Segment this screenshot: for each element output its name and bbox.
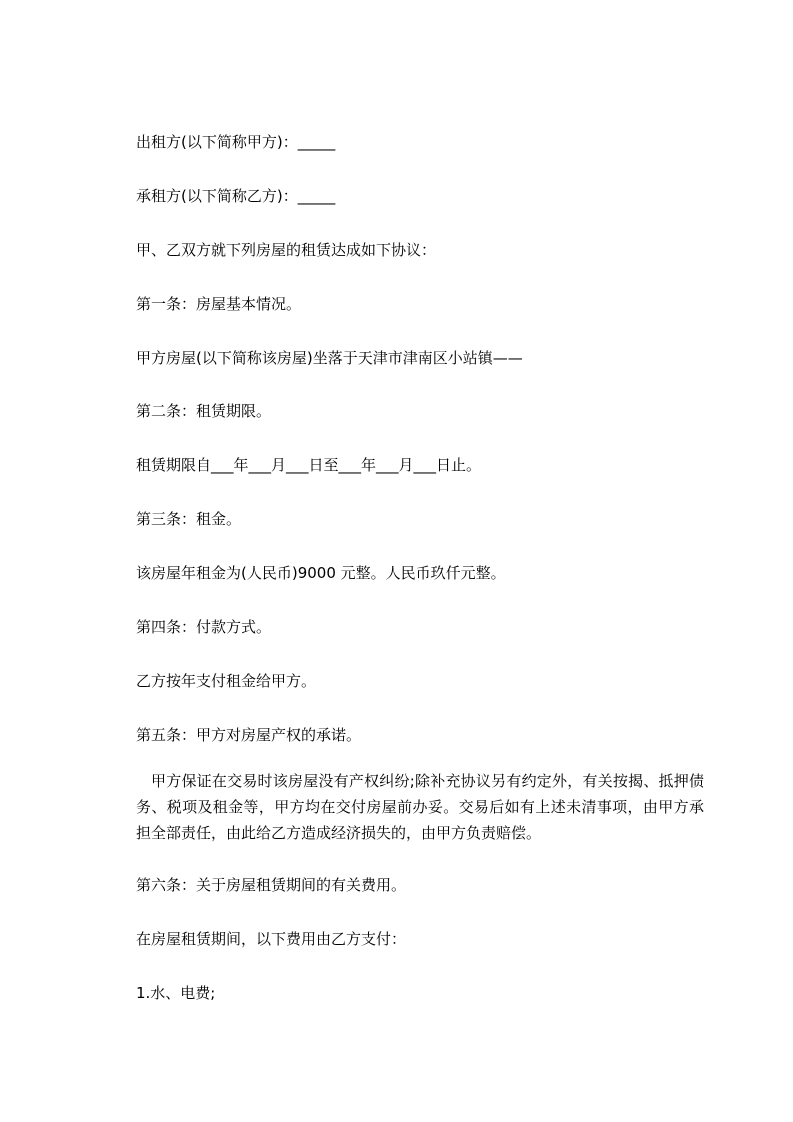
article-6-item-1: 1.水、电费; xyxy=(136,984,216,1002)
article-1-heading: 第一条：房屋基本情况。 xyxy=(136,295,302,313)
article-3-text: 该房屋年租金为(人民币)9000 元整。人民币玖仟元整。 xyxy=(136,564,506,582)
article-5-paragraph: 甲方保证在交易时该房屋没有产权纠纷;除补充协议另有约定外，有关按揭、抵押债务、税项及租金等，甲方均在交付房屋前办妥。交易后如有上述未清事项，由甲方承担全部责任，由此给乙方造成经济损失的，由甲方负责赔偿。 xyxy=(136,772,704,842)
article-6-heading: 第六条：关于房屋租赁期间的有关费用。 xyxy=(136,876,407,894)
lessee-line: 承租方(以下简称乙方)：_____ xyxy=(136,187,336,205)
article-2-heading: 第二条：租赁期限。 xyxy=(136,402,272,420)
article-1-text: 甲方房屋(以下简称该房屋)坐落于天津市津南区小站镇—— xyxy=(136,349,523,367)
article-3-heading: 第三条：租金。 xyxy=(136,510,242,528)
article-4-heading: 第四条：付款方式。 xyxy=(136,618,272,636)
lessor-line: 出租方(以下简称甲方)：_____ xyxy=(136,133,336,151)
article-5-heading: 第五条：甲方对房屋产权的承诺。 xyxy=(136,726,362,744)
article-2-text: 租赁期限自___年___月___日至___年___月___日止。 xyxy=(136,456,482,474)
agreement-intro: 甲、乙双方就下列房屋的租赁达成如下协议： xyxy=(136,241,437,259)
article-6-text: 在房屋租赁期间，以下费用由乙方支付： xyxy=(136,930,407,948)
article-4-text: 乙方按年支付租金给甲方。 xyxy=(136,672,317,690)
